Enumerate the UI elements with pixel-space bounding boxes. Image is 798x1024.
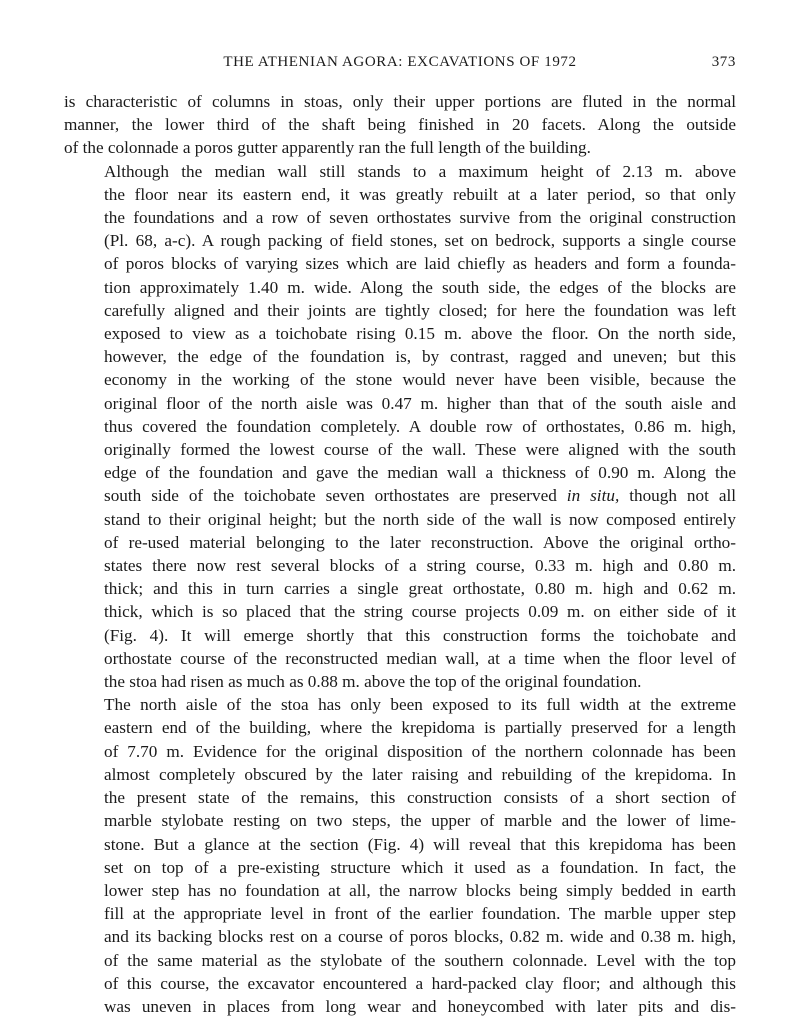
text-line-with-italic <box>64 484 736 507</box>
text-line: orthostate course of the reconstructed median wall, at a time when the floor level of <box>104 648 736 668</box>
text-line: however, the edge of the foundation is, by contrast, ragged and uneven; but this <box>104 347 736 367</box>
text-line: of the same material as the stylobate of the southern colonnade. Level with the top <box>104 950 736 970</box>
text-line: stand to their original height; but the north side of the wall is now composed entirely <box>104 509 736 529</box>
text-line: of 7.70 m. Evidence for the original disposition of the northern colonnade has been <box>104 741 736 761</box>
paragraph-2 <box>64 160 736 694</box>
text-line: of this course, the excavator encountered a hard-packed clay floor; and although this <box>104 973 736 993</box>
text-line: thus covered the foundation completely. A double row of orthostates, 0.86 m. high, <box>104 416 736 436</box>
text-line: thick, which is so placed that the string course projects 0.09 m. on either side of it <box>104 602 736 622</box>
text-line: was uneven in places from long wear and honeycombed with later pits and dis- <box>104 996 736 1016</box>
text-line: of poros blocks of varying sizes which are laid chiefly as headers and form a founda- <box>104 254 736 274</box>
text-line: tion approximately 1.40 m. wide. Along the south side, the edges of the blocks are <box>104 277 736 297</box>
text-line: and its backing blocks rest on a course of poros blocks, 0.82 m. wide and 0.38 m. high, <box>104 927 736 947</box>
text-line: economy in the working of the stone would never have been visible, because the <box>104 370 736 390</box>
text-line: the foundations and a row of seven orthostates survive from the original construction <box>104 208 736 228</box>
italic-phrase: in situ, <box>566 486 620 506</box>
text-line: exposed to view as a toichobate rising 0.15 m. above the floor. On the north side, <box>104 324 736 344</box>
text-line: stone. But a glance at the section (Fig. 4) will reveal that this krepidoma has been <box>104 834 736 854</box>
text-line: carefully aligned and their joints are tightly closed; for here the foundation was left <box>104 300 736 320</box>
paragraph-1 <box>64 90 736 160</box>
running-title: THE ATHENIAN AGORA: EXCAVATIONS OF 1972 <box>223 54 577 70</box>
text-line: eastern end of the building, where the krepidoma is partially preserved for a length <box>104 718 736 738</box>
text-segment: south side of the toichobate seven orthostates are preserved <box>104 486 557 506</box>
text-line: fill at the appropriate level in front of the earlier foundation. The marble upper step <box>104 904 736 924</box>
text-line: (Pl. 68, a-c). A rough packing of field stones, set on bedrock, supports a single course <box>104 231 736 251</box>
text-line: the stoa had risen as much as 0.88 m. above the top of the original foundation. <box>104 672 642 692</box>
text-line: almost completely obscured by the later raising and rebuilding of the krepidoma. In <box>104 764 736 784</box>
text-line: of the colonnade a poros gutter apparently ran the full length of the building. <box>64 138 591 158</box>
text-line: originally formed the lowest course of the wall. These were aligned with the south <box>104 440 736 460</box>
text-line: lower step has no foundation at all, the narrow blocks being simply bedded in earth <box>104 880 736 900</box>
text-line: set on top of a pre-existing structure which it used as a foundation. In fact, the <box>104 857 736 877</box>
text-line: Although the median wall still stands to a maximum height of 2.13 m. above <box>104 161 736 181</box>
text-line: is characteristic of columns in stoas, only their upper portions are fluted in the normal <box>64 92 736 111</box>
text-line: marble stylobate resting on two steps, the upper of marble and the lower of lime- <box>104 811 736 831</box>
journal-page <box>64 54 736 1018</box>
article-body <box>64 90 736 1018</box>
text-line: the present state of the remains, this construction consists of a short section of <box>104 788 736 808</box>
running-header <box>64 54 736 76</box>
text-line: of re-used material belonging to the later reconstruction. Above the original ortho- <box>104 532 736 552</box>
text-line: edge of the foundation and gave the median wall a thickness of 0.90 m. Along the <box>104 463 736 483</box>
paragraph-3 <box>64 693 736 1018</box>
text-line: states there now rest several blocks of a string course, 0.33 m. high and 0.80 m. <box>104 556 736 576</box>
text-line: thick; and this in turn carries a single great orthostate, 0.80 m. high and 0.62 m. <box>104 579 736 599</box>
text-line: manner, the lower third of the shaft being finished in 20 facets. Along the outside <box>64 115 736 135</box>
text-line: The north aisle of the stoa has only been exposed to its full width at the extreme <box>104 695 736 715</box>
text-line: (Fig. 4). It will emerge shortly that this construction forms the toichobate and <box>104 625 736 645</box>
text-segment: though not all <box>629 486 736 506</box>
text-line: the floor near its eastern end, it was greatly rebuilt at a later period, so that only <box>104 184 736 204</box>
text-line: original floor of the north aisle was 0.47 m. higher than that of the south aisle and <box>104 393 736 413</box>
page-number: 373 <box>711 54 736 70</box>
